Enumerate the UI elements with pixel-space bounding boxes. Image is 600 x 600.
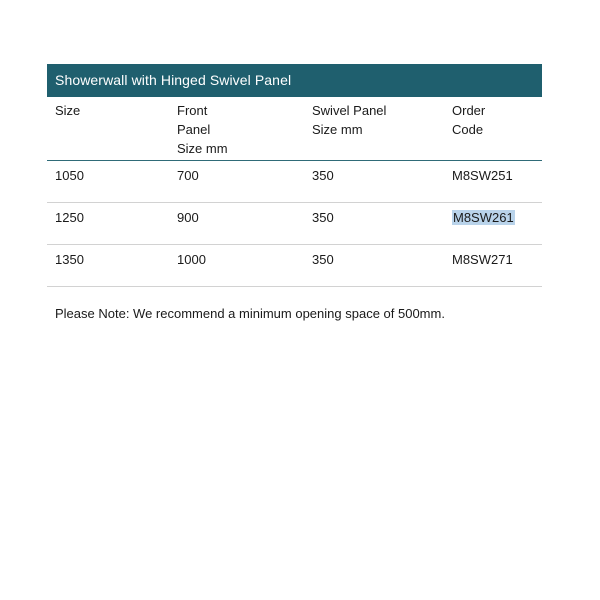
cell-swivel-panel: 350	[312, 210, 334, 225]
cell-size: 1350	[55, 252, 84, 267]
header-front-panel: Front Panel Size mm	[177, 103, 228, 156]
cell-swivel-panel: 350	[312, 252, 334, 267]
cell-order-code-selected[interactable]	[452, 208, 515, 227]
cell-order-code[interactable]: M8SW251	[452, 168, 513, 183]
table-row	[47, 161, 542, 203]
cell-front-panel: 1000	[177, 252, 206, 267]
table-header-row	[47, 97, 542, 161]
cell-order-code[interactable]: M8SW271	[452, 252, 513, 267]
cell-front-panel: 700	[177, 168, 199, 183]
header-order-code: Order Code	[452, 103, 486, 137]
cell-size: 1250	[55, 210, 84, 225]
product-table	[47, 64, 542, 287]
selected-text-highlight[interactable]: M8SW261	[453, 210, 514, 225]
cell-front-panel: 900	[177, 210, 199, 225]
table-title: Showerwall with Hinged Swivel Panel	[47, 64, 542, 97]
cell-size: 1050	[55, 168, 84, 183]
table-row	[47, 203, 542, 245]
table-row	[47, 245, 542, 287]
note-text: Please Note: We recommend a minimum opening space of 500mm.	[55, 306, 445, 321]
cell-swivel-panel: 350	[312, 168, 334, 183]
header-swivel-panel: Swivel Panel Size mm	[312, 103, 387, 137]
header-size: Size	[55, 103, 81, 118]
